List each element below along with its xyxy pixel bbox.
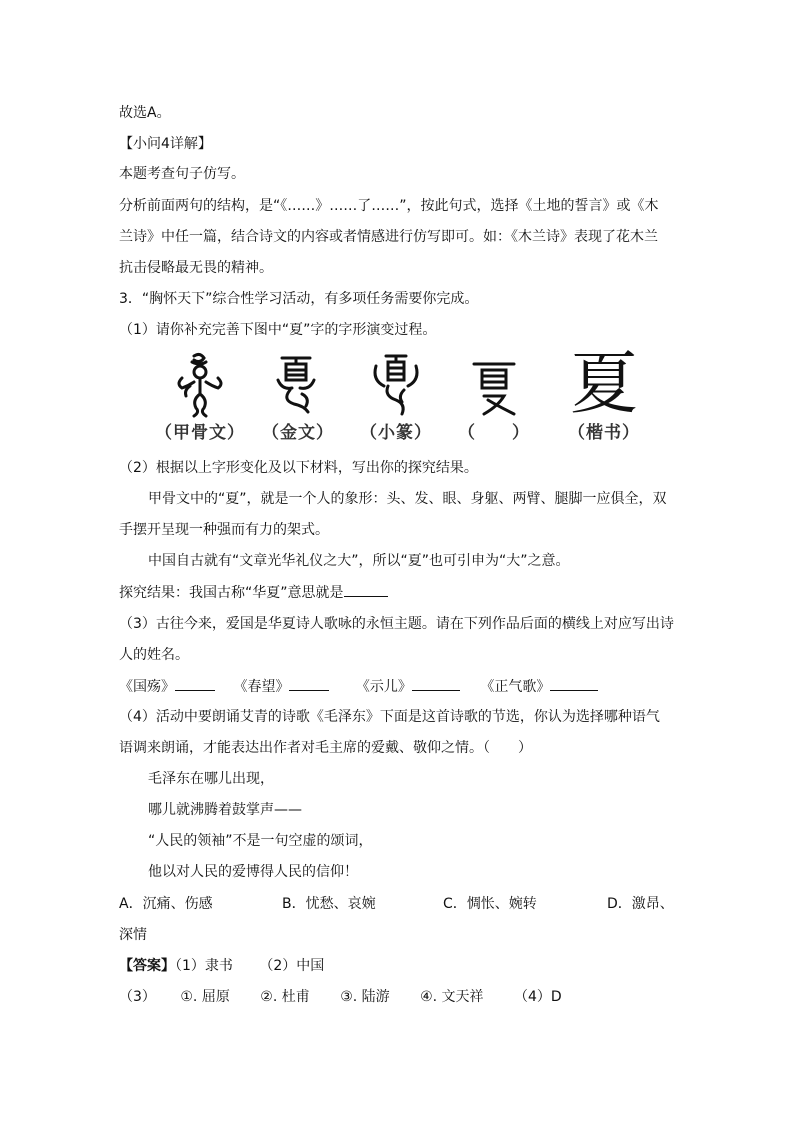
work-title: 《示儿》 [355, 679, 412, 695]
option-d[interactable]: D．激昂、 [607, 896, 674, 912]
caption-small-seal: （小篆） [360, 423, 432, 443]
question-part-4: （4）活动中要朗诵艾青的诗歌《毛泽东》下面是这首诗歌的节选，你认为选择哪种语气 [119, 709, 660, 725]
material-text: 甲骨文中的“夏”，就是一个人的象形：头、发、眼、身躯、两臂、腿脚一应俱全，双 [148, 491, 667, 507]
material-text: 手摆开呈现一种强而有力的架式。 [119, 522, 329, 538]
answer-line [119, 987, 562, 1007]
text-line: 人的姓名。 [119, 647, 189, 663]
text-line: 语调来朗诵，才能表达出作者对毛主席的爱戴、敬仰之情。（ ） [119, 740, 532, 756]
text-line: 本题考查句子仿写。 [119, 166, 245, 182]
answer-item: ②. 杜甫 [260, 989, 310, 1005]
work-title: 《春望》 [233, 679, 290, 695]
answer-item: ④. 文天祥 [420, 989, 484, 1005]
answer-part-1: （1）隶书 [175, 958, 233, 974]
oracle-bone-glyph [160, 350, 240, 420]
answer-label: 【答案】 [119, 958, 175, 974]
material-text: 中国自古就有“文章光华礼仪之大”，所以“夏”也可引申为“大”之意。 [148, 553, 570, 569]
answer-item: ①. 屈原 [180, 989, 230, 1005]
works-blanks-line [119, 676, 598, 697]
section-heading: 【小问4详解】 [119, 136, 212, 152]
question-part-3: （3）古往今来，爱国是华夏诗人歌咏的永恒主题。请在下列作品后面的横线上对应写出诗 [119, 616, 674, 632]
question-title: 3．“胸怀天下”综合性学习活动，有多项任务需要你完成。 [119, 291, 479, 307]
clerical-script-glyph [454, 350, 534, 420]
answer-blank[interactable] [550, 676, 598, 691]
poem-line: 他以对人民的爱博得人民的信仰！ [148, 864, 358, 880]
answer-part-4: （4）D [514, 989, 562, 1005]
poem-line: 哪儿就沸腾着鼓掌声—— [148, 802, 302, 818]
work-title: 《国殇》 [119, 679, 175, 695]
caption-regular-script: （楷书） [568, 423, 640, 443]
answer-blank[interactable] [175, 676, 215, 691]
caption-blank: （ ） [458, 423, 530, 443]
text-line: 分析前面两句的结构，是“《……》……了……”，按此句式，选择《土地的誓言》或《木 [119, 198, 659, 214]
answer-blank[interactable] [289, 676, 329, 691]
option-a[interactable]: A．沉痛、伤感 [119, 896, 213, 912]
text-line: 抗击侵略最无畏的精神。 [119, 260, 273, 276]
question-part-1: （1）请你补充完善下图中“夏”字的字形演变过程。 [119, 322, 437, 338]
regular-script-glyph: 夏 [569, 345, 638, 424]
text-line: 故选A。 [119, 105, 171, 121]
option-c[interactable]: C．惆怅、婉转 [443, 896, 537, 912]
small-seal-glyph [356, 350, 436, 420]
character-evolution-figure [155, 345, 640, 445]
answer-blank[interactable] [344, 582, 388, 597]
answer-part-2: （2）中国 [259, 958, 325, 974]
bronze-inscription-glyph [258, 350, 338, 420]
work-title: 《正气歌》 [480, 679, 551, 695]
answer-part-3: （3） [119, 989, 156, 1005]
answer-blank[interactable] [412, 676, 460, 691]
caption-oracle-bone: （甲骨文） [155, 423, 245, 443]
option-d-continued: 深情 [119, 927, 147, 943]
poem-line: 毛泽东在哪儿出现， [148, 771, 274, 787]
answer-item: ③. 陆游 [340, 989, 390, 1005]
research-result-line [119, 582, 388, 603]
answer-line [119, 956, 324, 976]
choices-row [119, 894, 679, 914]
poem-line: “人民的领袖”不是一句空虚的颂词， [148, 833, 373, 849]
text-line: 兰诗》中任一篇，结合诗文的内容或者情感进行仿写即可。如：《木兰诗》表现了花木兰 [119, 229, 658, 245]
option-b[interactable]: B．忧愁、哀婉 [282, 896, 376, 912]
research-result-label: 探究结果：我国古称“华夏”意思就是 [119, 585, 344, 601]
caption-bronze: （金文） [262, 423, 334, 443]
question-part-2: （2）根据以上字形变化及以下材料，写出你的探究结果。 [119, 460, 478, 476]
